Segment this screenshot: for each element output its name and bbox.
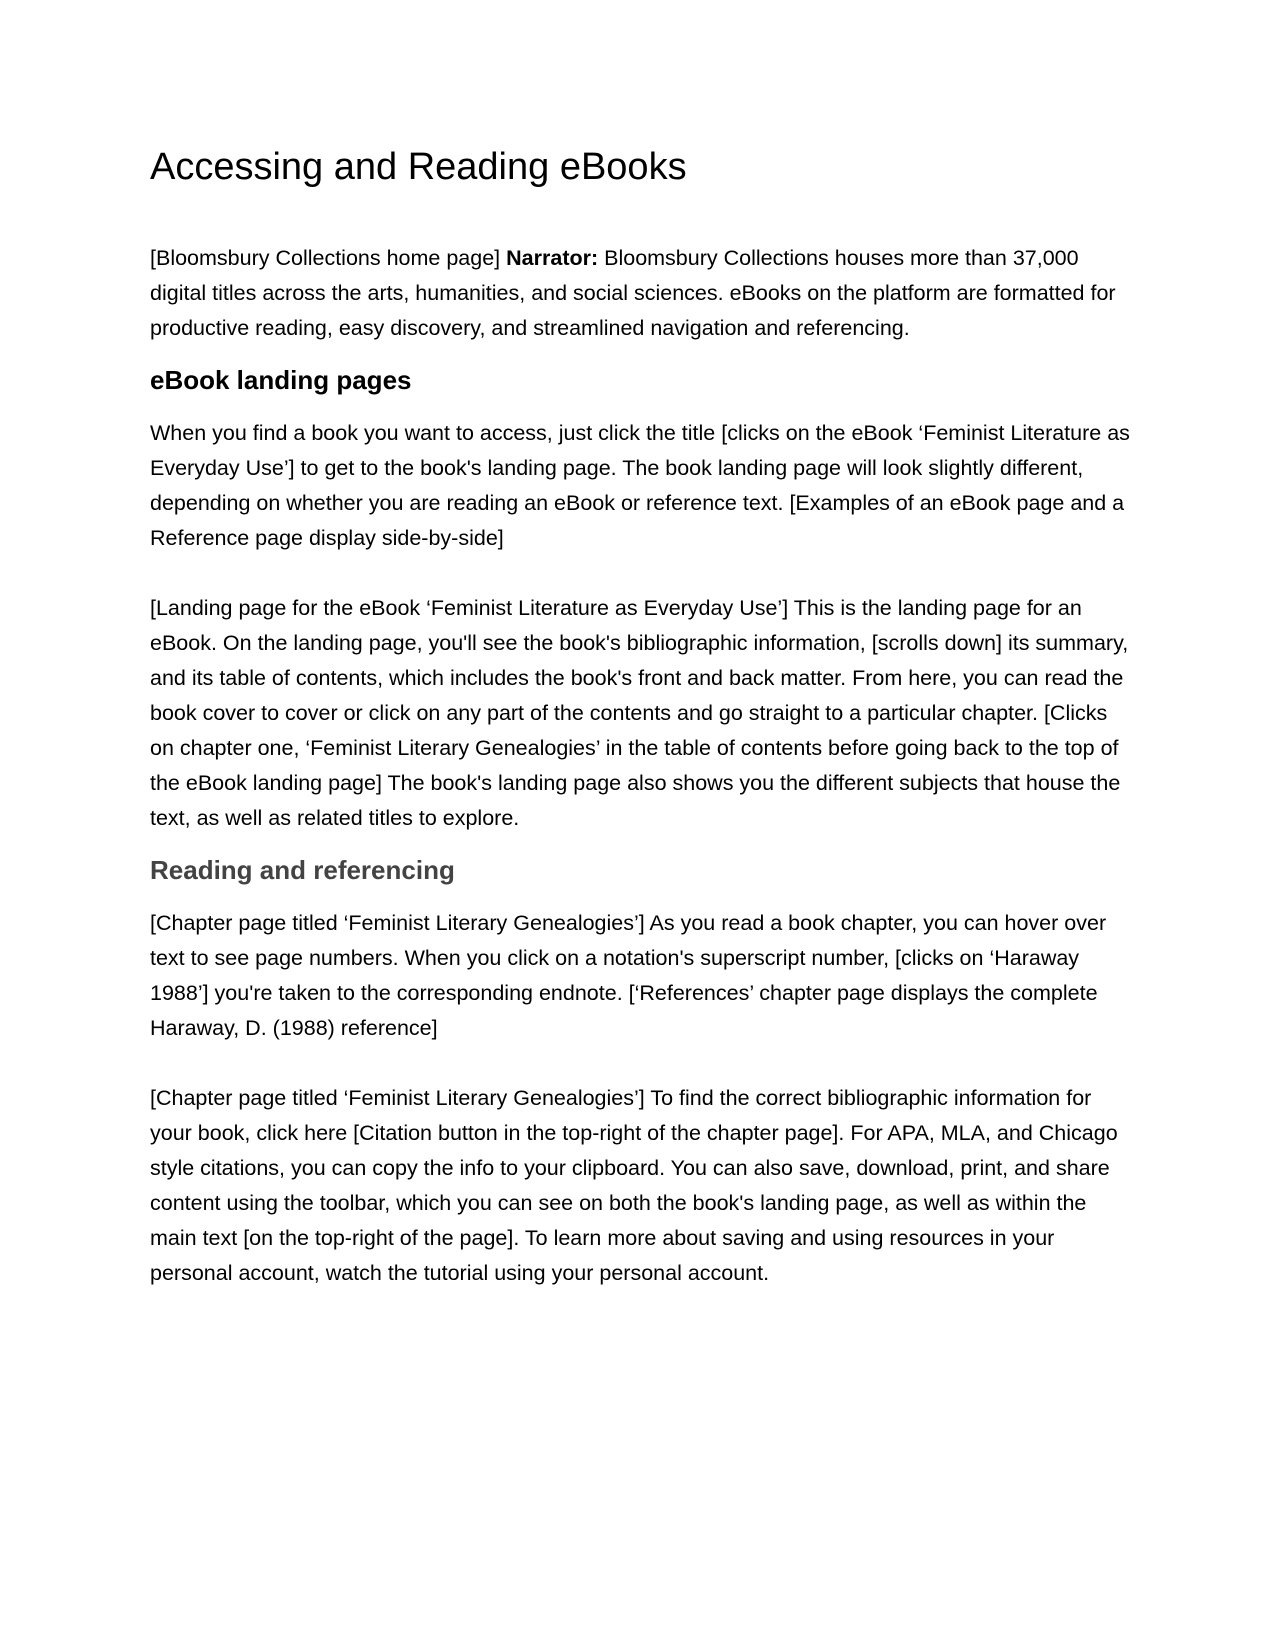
section-heading-landing-pages: eBook landing pages <box>150 365 412 395</box>
document-title: Accessing and Reading eBooks <box>150 146 687 188</box>
landing-pages-paragraph-2: [Landing page for the eBook ‘Feminist Literature as Everyday Use’] This is the landing page for an eBook. On the landing page, you'll see the book's bibliographic information, [scrolls down] its summary, and its table of contents, which includes the book's front and back matter. From here, you can read the book cover to cover or click on any part of the contents and go straight to a particular chapter. [Clicks on chapter one, ‘Feminist Literary Genealogies’ in the table of contents before going back to the top of the eBook landing page] The book's landing page also shows you the different subjects that house the text, as well as related titles to explore. <box>150 596 1129 830</box>
landing-pages-paragraph-1: When you find a book you want to access, just click the title [clicks on the eBook ‘Feminist Literature as Everyday Use’] to get to the book's landing page. The book landing page will look slightly different, depending on whether you are reading an eBook or reference text. [Examples of an eBook page and a Reference page display side-by-side] <box>150 421 1130 550</box>
section-heading-reading-referencing: Reading and referencing <box>150 855 455 885</box>
intro-text: Bloomsbury Collections houses more than 37,000 digital titles across the arts, humanities, and social sciences. eBooks on the platform are formatted for productive reading, easy discovery, and streamlined navigation and referencing. <box>150 246 1116 340</box>
reading-paragraph-1: [Chapter page titled ‘Feminist Literary Genealogies’] As you read a book chapter, you can hover over text to see page numbers. When you click on a notation's superscript number, [clicks on ‘Haraway 1988’] you're taken to the corresponding endnote. [‘References’ chapter page displays the complete Haraway, D. (1988) reference] <box>150 911 1107 1040</box>
paragraph-spacer <box>150 1046 1130 1081</box>
narrator-label: Narrator: <box>506 246 599 270</box>
reading-paragraph-2: [Chapter page titled ‘Feminist Literary Genealogies’] To find the correct bibliographic information for your book, click here [Citation button in the top-right of the chapter page]. For APA, MLA, and Chicago style citations, you can copy the info to your clipboard. You can also save, download, print, and share content using the toolbar, which you can see on both the book's landing page, as well as within the main text [on the top-right of the page]. To learn more about saving and using resources in your personal account, watch the tutorial using your personal account. <box>150 1086 1118 1285</box>
paragraph-spacer <box>150 556 1130 591</box>
intro-paragraph <box>150 241 1130 346</box>
intro-lead: [Bloomsbury Collections home page] <box>150 246 507 270</box>
document-page <box>150 145 1130 1291</box>
